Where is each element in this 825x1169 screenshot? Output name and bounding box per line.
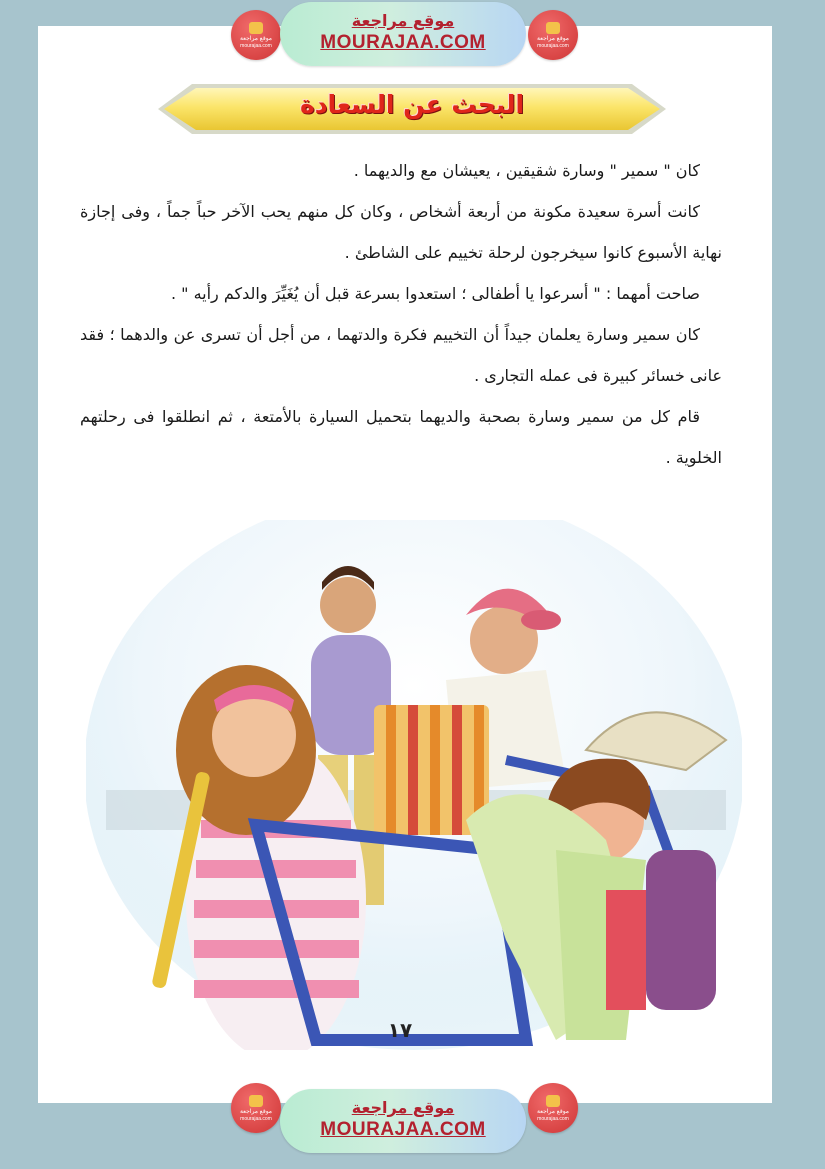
story-illustration [86, 520, 742, 1050]
site-logo-icon: موقع مراجعة mourajaa.com [528, 10, 578, 60]
site-name-arabic[interactable]: موقع مراجعة [351, 11, 455, 30]
site-logo-icon: موقع مراجعة mourajaa.com [231, 1083, 281, 1133]
title-ribbon [158, 82, 666, 136]
family-packing-car-image [86, 520, 742, 1050]
paragraph: كان " سمير " وسارة شقيقين ، يعيشان مع والديهما . [353, 161, 700, 180]
site-name-arabic[interactable]: موقع مراجعة [351, 1098, 455, 1117]
site-banner-bottom[interactable] [280, 1089, 526, 1153]
paragraph: صاحت أمهما : " أسرعوا يا أطفالى ؛ استعدوا بسرعة قبل أن يُغَيِّرَ والدكم رأيه " . [170, 284, 700, 303]
paragraph: كان سمير وسارة يعلمان جيداً أن التخييم فكرة والدتهما ، من أجل أن تسرى عن والدهما ؛ فقد عانى خسائر كبيرة فى عمله التجارى . [80, 325, 722, 385]
site-domain-link[interactable]: MOURAJAA.COM [320, 1119, 486, 1140]
site-domain-link[interactable]: MOURAJAA.COM [320, 32, 486, 53]
paragraph: كانت أسرة سعيدة مكونة من أربعة أشخاص ، وكان كل منهم يحب الآخر حباً جماً ، وفى إجازة نهاية الأسبوع كانوا سيخرجون لرحلة تخييم على الشاطئ . [80, 202, 722, 262]
story-text [80, 150, 722, 478]
page-number: ١٧ [387, 1018, 413, 1042]
site-logo-icon: موقع مراجعة mourajaa.com [528, 1083, 578, 1133]
site-banner-top[interactable] [280, 2, 526, 66]
site-logo-icon: موقع مراجعة mourajaa.com [231, 10, 281, 60]
story-title: البحث عن السعادة [299, 90, 525, 119]
paragraph: قام كل من سمير وسارة بصحبة والديهما بتحميل السيارة بالأمتعة ، ثم انطلقوا فى رحلتهم الخلوية . [80, 407, 722, 467]
